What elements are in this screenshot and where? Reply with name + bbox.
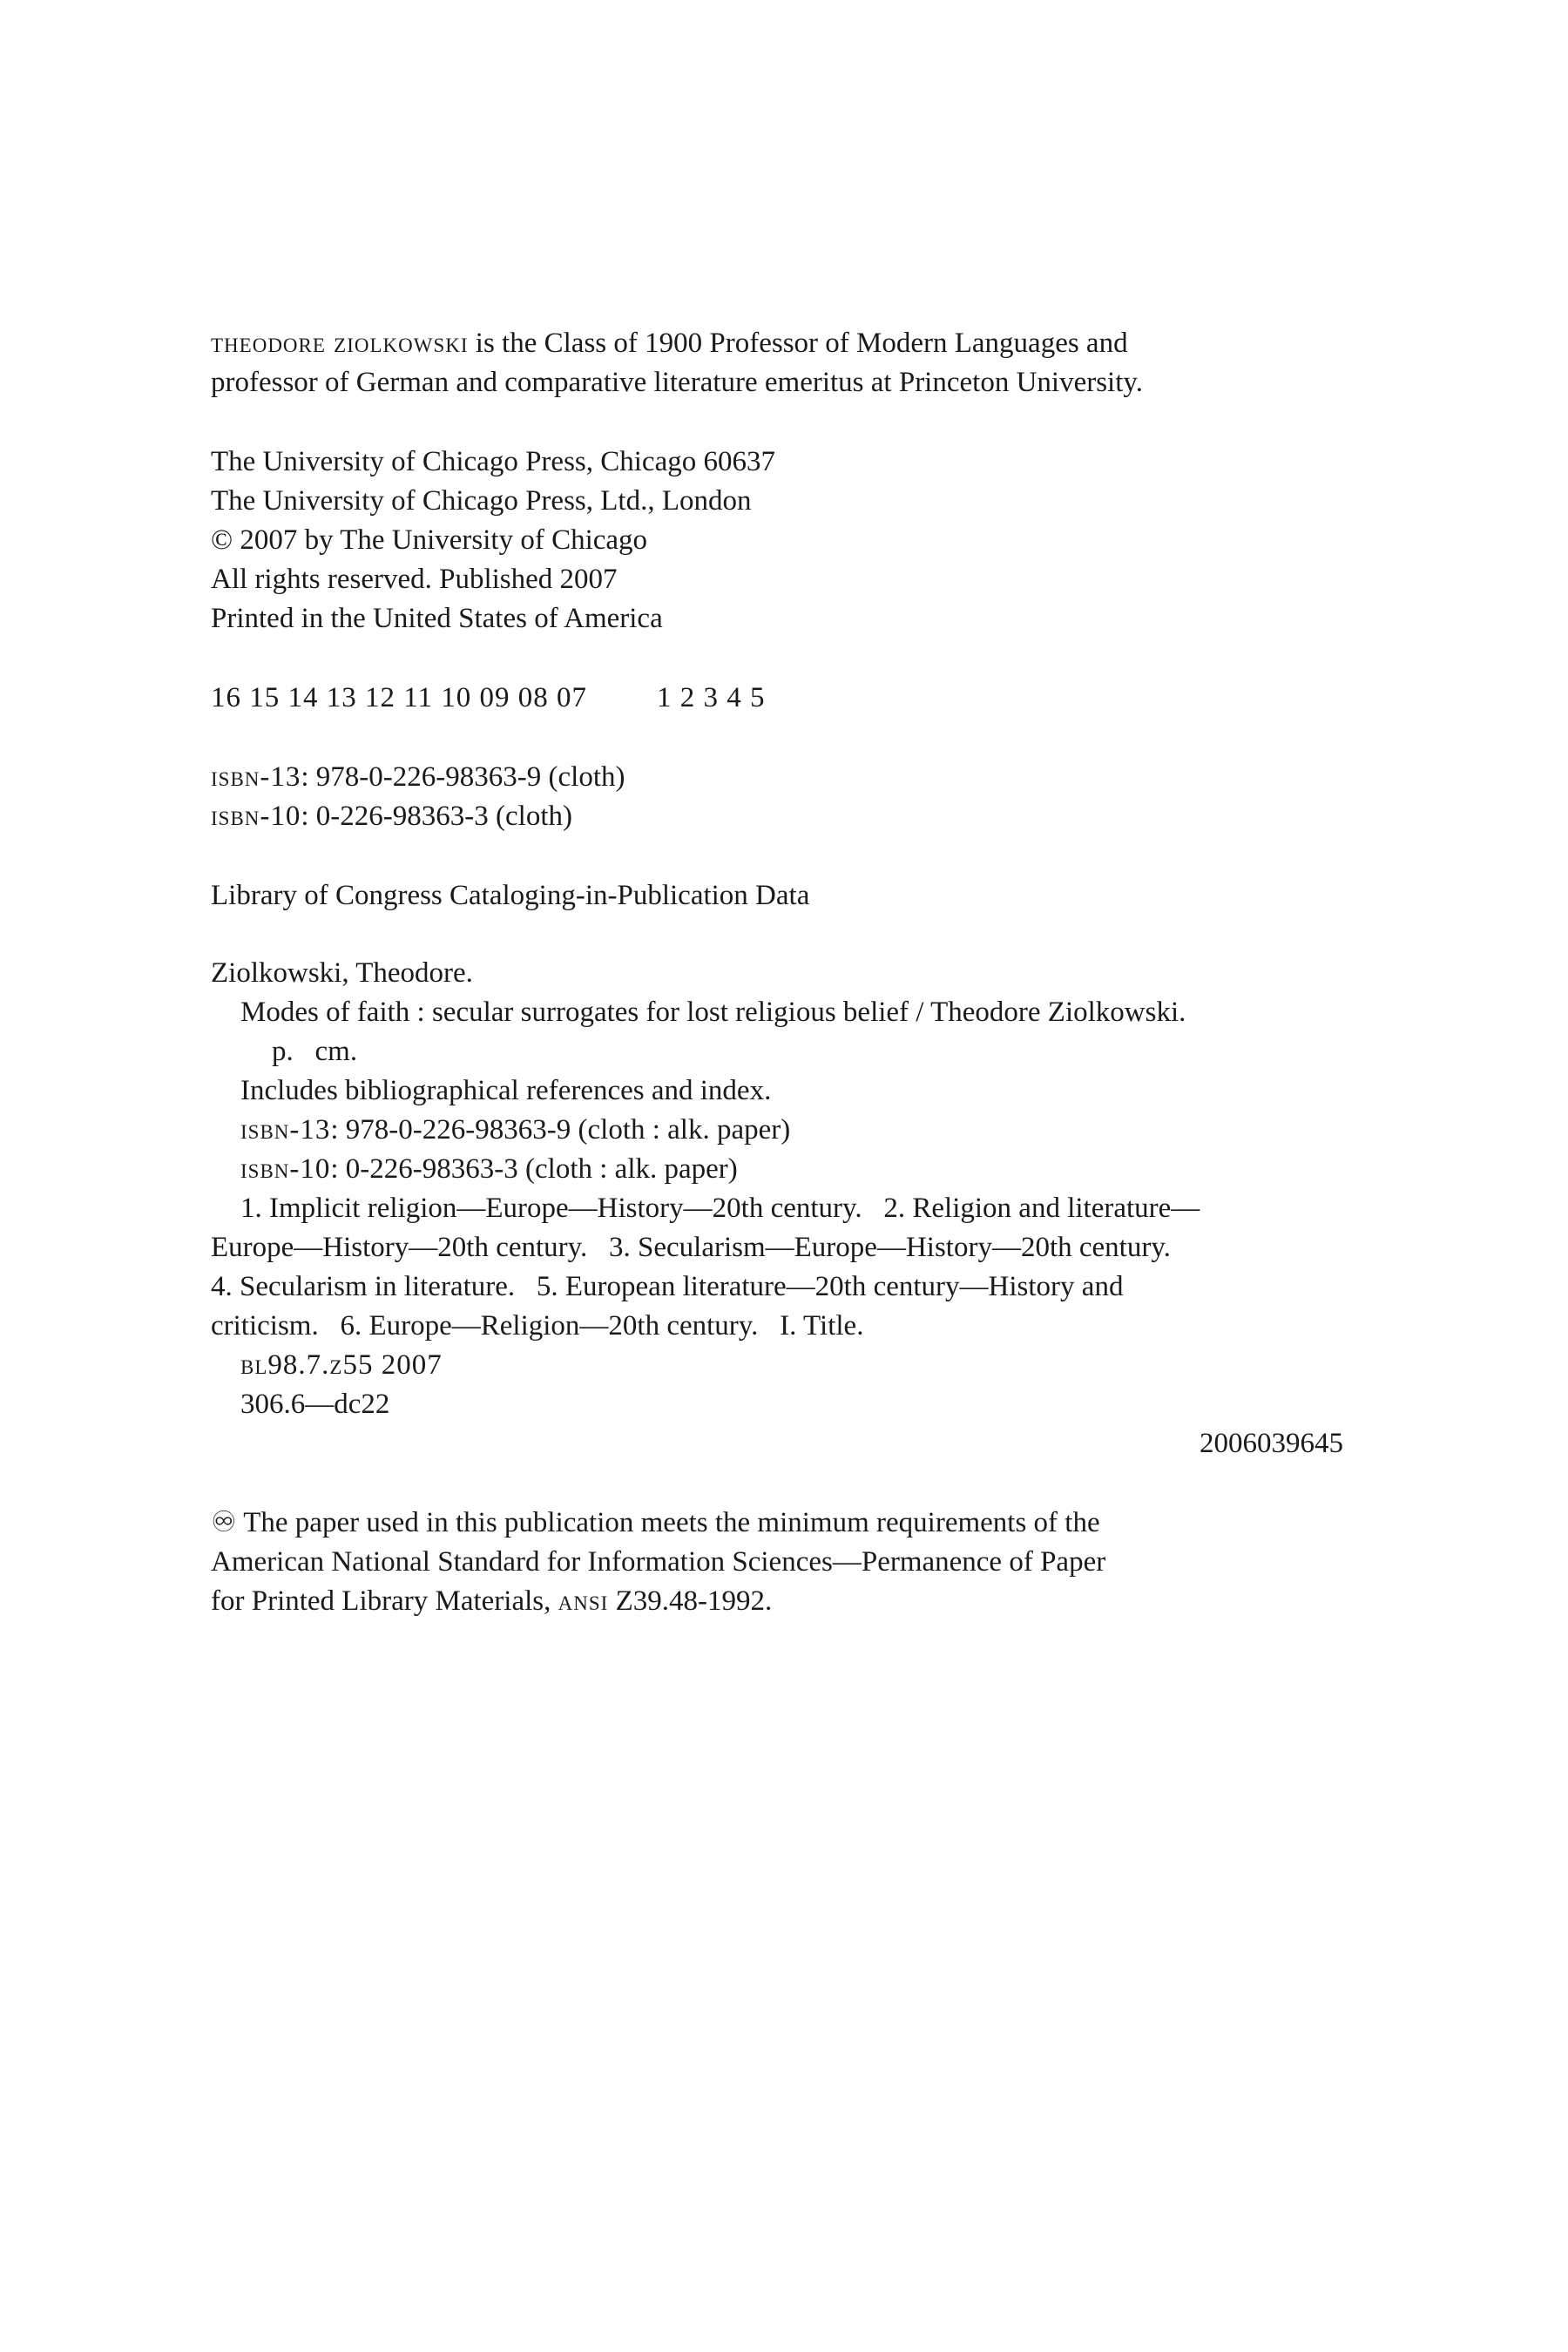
cip-record xyxy=(211,954,1343,1463)
printed-in-line: Printed in the United States of America xyxy=(211,603,663,634)
cip-lc-class: bl98.7.z55 2007 xyxy=(240,1349,443,1381)
printing-impressions: 1 2 3 4 5 xyxy=(657,682,766,713)
paper-notice-line-3: for Printed Library Materials, ansi Z39.48-1992. xyxy=(211,1585,773,1617)
author-bio-line-1: theodore ziolkowski is the Class of 1900 Professor of Modern Languages and xyxy=(211,328,1128,359)
publisher-line: The University of Chicago Press, Ltd., London xyxy=(211,485,752,517)
author-name: theodore ziolkowski xyxy=(211,328,469,359)
author-bio-line-2: professor of German and comparative literature emeritus at Princeton University. xyxy=(211,367,1143,398)
isbn-block xyxy=(211,758,1343,836)
copyright-page xyxy=(211,324,1343,1621)
cip-physical: p. cm. xyxy=(272,1036,358,1067)
printing-years: 16 15 14 13 12 11 10 09 08 07 xyxy=(211,682,588,713)
isbn13-line: isbn-13: 978-0-226-98363-9 (cloth) xyxy=(211,761,625,793)
cip-title: Modes of faith : secular surrogates for lost religious belief / Theodore Ziolkowski. xyxy=(240,997,1186,1028)
cip-isbn10: isbn-10: 0-226-98363-3 (cloth : alk. paper) xyxy=(240,1153,738,1185)
isbn10-line: isbn-10: 0-226-98363-3 (cloth) xyxy=(211,801,572,832)
paper-notice xyxy=(211,1504,1343,1621)
rights-line: All rights reserved. Published 2007 xyxy=(211,564,618,595)
cip-subjects-line-3: 4. Secularism in literature. 5. European literature—20th century—History and xyxy=(211,1271,1124,1302)
cip-subjects-line-2: Europe—History—20th century. 3. Secularism—Europe—History—20th century. xyxy=(211,1232,1171,1263)
permanence-of-paper-icon: ♾ xyxy=(211,1507,237,1538)
cip-isbn13: isbn-13: 978-0-226-98363-9 (cloth : alk. paper) xyxy=(240,1114,791,1146)
cip-heading: Library of Congress Cataloging-in-Publication Data xyxy=(211,880,810,911)
copyright-line: © 2007 by The University of Chicago xyxy=(211,524,648,556)
printing-line xyxy=(211,679,1343,718)
paper-notice-line-1: ♾ The paper used in this publication meets the minimum requirements of the xyxy=(211,1507,1100,1538)
cip-subjects-line-1: 1. Implicit religion—Europe—History—20th century. 2. Religion and literature— xyxy=(240,1193,1200,1224)
cip-lccn: 2006039645 xyxy=(1200,1428,1343,1459)
cip-subjects-line-4: criticism. 6. Europe—Religion—20th century. I. Title. xyxy=(211,1310,864,1342)
cip-dewey: 306.6—dc22 xyxy=(240,1389,390,1420)
cip-author: Ziolkowski, Theodore. xyxy=(211,957,473,989)
publisher-block xyxy=(211,443,1343,639)
cip-notes: Includes bibliographical references and index. xyxy=(240,1075,772,1106)
paper-notice-line-2: American National Standard for Information Sciences—Permanence of Paper xyxy=(211,1546,1106,1578)
author-bio xyxy=(211,324,1343,402)
publisher-line: The University of Chicago Press, Chicago 60637 xyxy=(211,446,775,477)
